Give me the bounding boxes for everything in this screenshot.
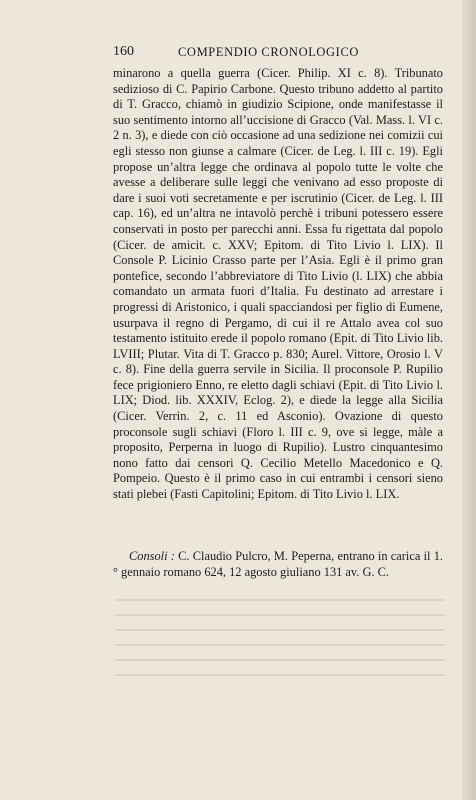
page-number: 160 (113, 44, 134, 59)
bleed-through-text (115, 590, 445, 680)
consoli-label: Consoli : (129, 549, 175, 563)
consoli-paragraph (113, 549, 443, 580)
page-header (113, 44, 443, 62)
consoli-text: C. Claudio Pulcro, M. Peperna, entrano in carica il 1.° gennaio romano 624, 12 agosto giuliano 131 av. G. C. (113, 549, 443, 579)
body-paragraph: minarono a quella guerra (Cicer. Philip. XI c. 8). Tribunato sedizioso di C. Papirio Carbone. Questo tribuno addetto al partito di T. Gracco, chiamò in giudizio Scipione, onde manifestasse il suo sentimento intorno all’uccisione di Gracco (Val. Mass. l. VI c. 2 n. 3), e diede con ciò occasione ad una sedizione nei comizii cui egli stesso non giunse a calmare (Cicer. de Leg. l. III c. 19). Egli propose un’altra legge che ordinava al popolo tutte le volte che avesse a deliberare sulle leggi che venivano ad esso proposte di dare i suoi voti secretamente e per iscrutinio (Cicer. de Leg. l. III cap. 16), ed un’altra ne intavolò perchè i tribuni potessero essere conservati in posto per parecchi anni. Essa fu rigettata dal popolo (Cicer. de amicit. c. XXV; Epitom. di Tito Livio l. LIX). Il Console P. Licinio Crasso parte per l’Asia. Egli è il primo gran pontefice, secondo l’abbreviatore di Tito Livio (l. LIX) che abbia comandato un armata fuori d’Italia. Fu destinato ad arrestare i progressi di Aristonico, i quali spacciandosi per figlio di Eumene, usurpava il regno di Pergamo, di cui il re Attalo avea col suo testamento istituito erede il popolo romano (Epit. di Tito Livio lib. LVIII; Plutar. Vita di T. Gracco p. 830; Aurel. Vittore, Orosio l. V c. 8). Fine della guerra servile in Sicilia. Il proconsole P. Rupilio fece prigioniero Enno, re eletto dagli schiavi (Epit. di Tito Livio l. LIX; Diod. lib. XXXIV, Eclog. 2), e diede la legge alla Sicilia (Cicer. Verrin. 2, c. 11 ed Asconio). Ovazione di questo proconsole sugli schiavi (Floro l. III c. 9, ove si legge, màle a proposito, Perperna in luogo di Rupilio). Lustro cinquantesimo nono fatto dai censori Q. Cecilio Metello Macedonico e Q. Pompeio. Questo è il primo caso in cui entrambi i censori sieno stati plebei (Fasti Capitolini; Epitom. di Tito Livio l. LIX. (113, 66, 443, 502)
running-head: COMPENDIO CRONOLOGICO (178, 45, 360, 59)
page-spine-shadow (462, 0, 476, 800)
